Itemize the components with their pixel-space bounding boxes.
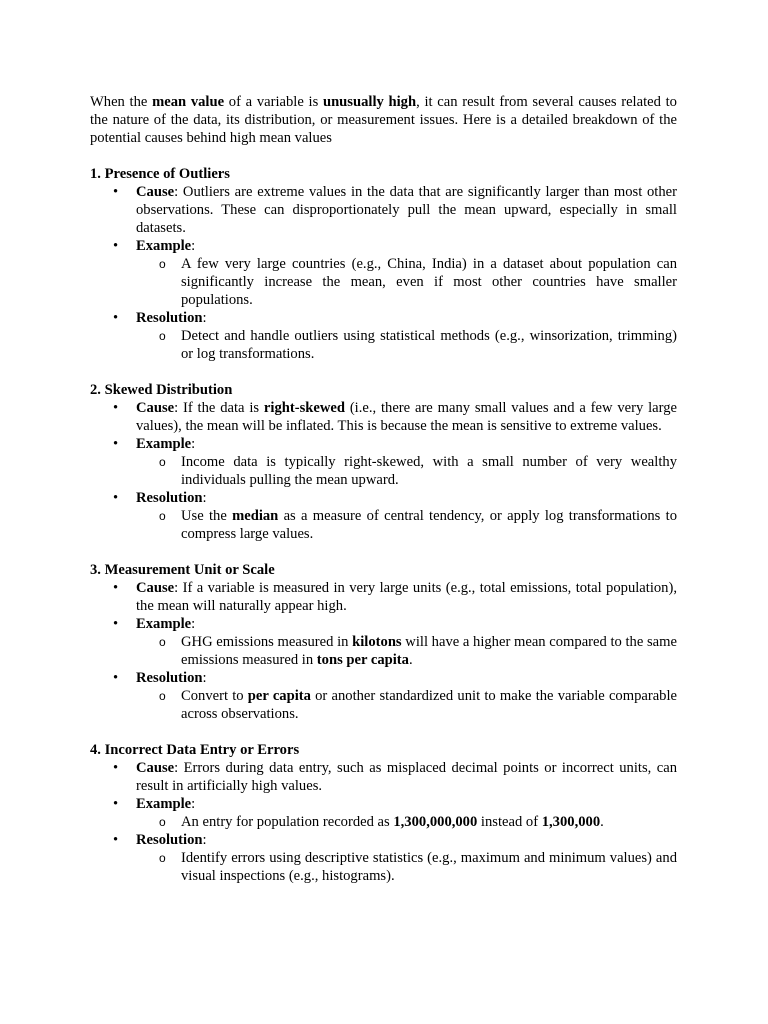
colon: : bbox=[191, 436, 196, 452]
section-data-entry-errors bbox=[90, 741, 677, 885]
sub-bullet-glyph: o bbox=[159, 689, 166, 703]
resolution-text: Detect and handle outliers using statistical methods (e.g., winsorization, trimming) or log transformations. bbox=[181, 328, 677, 362]
cause-label: Cause bbox=[136, 400, 175, 416]
example-text: . bbox=[600, 814, 604, 830]
cause-item bbox=[90, 759, 677, 795]
resolution-text-item bbox=[136, 327, 677, 363]
example-text-item bbox=[136, 813, 677, 831]
cause-bold-right-skewed: right-skewed bbox=[263, 400, 345, 416]
example-bold-value-wrong: 1,300,000,000 bbox=[393, 814, 478, 830]
section-heading: 1. Presence of Outliers bbox=[90, 166, 230, 182]
sub-bullet-list bbox=[91, 327, 677, 363]
cause-item bbox=[90, 579, 677, 615]
cause-text: : If the data is bbox=[174, 400, 264, 416]
cause-text: : Outliers are extreme values in the data that are significantly larger than most other observations. These can disproportionately pull the mean upward, especially in small datasets. bbox=[136, 184, 677, 236]
sub-bullet-glyph: o bbox=[159, 455, 166, 469]
cause-label: Cause bbox=[136, 580, 175, 596]
intro-bold-mean-value: mean value bbox=[152, 94, 225, 110]
example-label: Example bbox=[136, 616, 192, 632]
example-item bbox=[90, 795, 677, 831]
resolution-label: Resolution bbox=[136, 310, 203, 326]
cause-text: (i.e., there are many small values and a few very large values), the mean will be inflated. This is because the mean is sensitive to extreme values. bbox=[136, 400, 677, 434]
example-label: Example bbox=[136, 238, 192, 254]
intro-bold-unusually-high: unusually high bbox=[322, 94, 417, 110]
sub-bullet-list bbox=[91, 507, 677, 543]
example-text-item bbox=[136, 255, 677, 309]
example-bold-value-correct: 1,300,000 bbox=[541, 814, 601, 830]
intro-paragraph bbox=[90, 93, 677, 147]
sub-bullet-glyph: o bbox=[159, 851, 166, 865]
example-text: An entry for population recorded as bbox=[181, 814, 394, 830]
sub-bullet-list bbox=[91, 633, 677, 669]
resolution-label: Resolution bbox=[136, 832, 203, 848]
bullet-glyph: • bbox=[113, 310, 119, 326]
example-text: will have a higher mean compared to the same emissions measured in bbox=[181, 634, 677, 668]
bullet-glyph: • bbox=[113, 832, 119, 848]
sub-bullet-glyph: o bbox=[159, 635, 166, 649]
cause-item bbox=[90, 183, 677, 237]
bullet-list bbox=[90, 399, 677, 543]
example-bold-kilotons: kilotons bbox=[352, 634, 402, 650]
bullet-glyph: • bbox=[113, 616, 119, 632]
resolution-text: or another standardized unit to make the variable comparable across observations. bbox=[181, 688, 678, 722]
resolution-text-item bbox=[136, 687, 677, 723]
example-label: Example bbox=[136, 436, 192, 452]
colon: : bbox=[191, 796, 196, 812]
intro-text: When the bbox=[90, 94, 153, 110]
bullet-glyph: • bbox=[113, 760, 119, 776]
cause-label: Cause bbox=[136, 760, 175, 776]
resolution-text: Use the bbox=[181, 508, 233, 524]
intro-text: of a variable is bbox=[224, 94, 323, 110]
resolution-bold-median: median bbox=[232, 508, 279, 524]
resolution-text: Convert to bbox=[181, 688, 248, 704]
colon: : bbox=[202, 670, 207, 686]
example-text-item bbox=[136, 453, 677, 489]
colon: : bbox=[202, 490, 207, 506]
section-skewed-distribution bbox=[90, 381, 677, 543]
bullet-list bbox=[90, 183, 677, 363]
sub-bullet-list bbox=[91, 453, 677, 489]
bullet-glyph: • bbox=[113, 796, 119, 812]
colon: : bbox=[191, 238, 196, 254]
example-item bbox=[90, 615, 677, 669]
example-item bbox=[90, 237, 677, 309]
sub-bullet-glyph: o bbox=[159, 257, 166, 271]
example-bold-tons-per-capita: tons per capita bbox=[316, 652, 409, 668]
resolution-label: Resolution bbox=[136, 490, 203, 506]
sub-bullet-glyph: o bbox=[159, 815, 166, 829]
resolution-item bbox=[90, 669, 677, 723]
sub-bullet-list bbox=[91, 849, 677, 885]
colon: : bbox=[191, 616, 196, 632]
sub-bullet-glyph: o bbox=[159, 509, 166, 523]
sub-bullet-list bbox=[91, 255, 677, 309]
cause-text: : If a variable is measured in very large units (e.g., total emissions, total population), the mean will naturally appear high. bbox=[136, 580, 677, 614]
resolution-text: as a measure of central tendency, or apply log transformations to compress large values. bbox=[181, 508, 677, 542]
bullet-list bbox=[90, 579, 677, 723]
example-text: GHG emissions measured in bbox=[181, 634, 353, 650]
section-outliers bbox=[90, 165, 677, 363]
example-item bbox=[90, 435, 677, 489]
resolution-item bbox=[90, 489, 677, 543]
cause-item bbox=[90, 399, 677, 435]
section-heading: 4. Incorrect Data Entry or Errors bbox=[90, 742, 300, 758]
bullet-glyph: • bbox=[113, 436, 119, 452]
cause-label: Cause bbox=[136, 184, 175, 200]
bullet-glyph: • bbox=[113, 400, 119, 416]
resolution-item bbox=[90, 309, 677, 363]
resolution-bold-per-capita: per capita bbox=[247, 688, 311, 704]
bullet-list bbox=[90, 759, 677, 885]
example-text-item bbox=[136, 633, 677, 669]
resolution-item bbox=[90, 831, 677, 885]
sub-bullet-glyph: o bbox=[159, 329, 166, 343]
section-heading: 3. Measurement Unit or Scale bbox=[90, 562, 275, 578]
colon: : bbox=[202, 832, 207, 848]
sub-bullet-list bbox=[91, 687, 677, 723]
resolution-label: Resolution bbox=[136, 670, 203, 686]
sub-bullet-list bbox=[91, 813, 677, 831]
cause-text: : Errors during data entry, such as misplaced decimal points or incorrect units, can result in artificially high values. bbox=[136, 760, 677, 794]
bullet-glyph: • bbox=[113, 184, 119, 200]
resolution-text-item bbox=[136, 507, 677, 543]
intro-text: , it can result from several causes related to the nature of the data, its distribution, or measurement issues. Here is a detailed breakdown of the potential causes behind high mean values bbox=[90, 94, 677, 146]
document-body bbox=[90, 93, 677, 885]
bullet-glyph: • bbox=[113, 238, 119, 254]
bullet-glyph: • bbox=[113, 580, 119, 596]
section-heading: 2. Skewed Distribution bbox=[90, 382, 233, 398]
example-text: instead of bbox=[477, 814, 542, 830]
example-text: A few very large countries (e.g., China, India) in a dataset about population can significantly increase the mean, even if most other countries have smaller populations. bbox=[181, 256, 677, 308]
bullet-glyph: • bbox=[113, 490, 119, 506]
example-label: Example bbox=[136, 796, 192, 812]
colon: : bbox=[202, 310, 207, 326]
bullet-glyph: • bbox=[113, 670, 119, 686]
example-text: . bbox=[408, 652, 413, 668]
resolution-text-item bbox=[136, 849, 677, 885]
section-measurement-unit bbox=[90, 561, 677, 723]
resolution-text: Identify errors using descriptive statistics (e.g., maximum and minimum values) and visual inspections (e.g., histograms). bbox=[181, 850, 677, 884]
example-text: Income data is typically right-skewed, with a small number of very wealthy individuals pulling the mean upward. bbox=[181, 454, 677, 488]
